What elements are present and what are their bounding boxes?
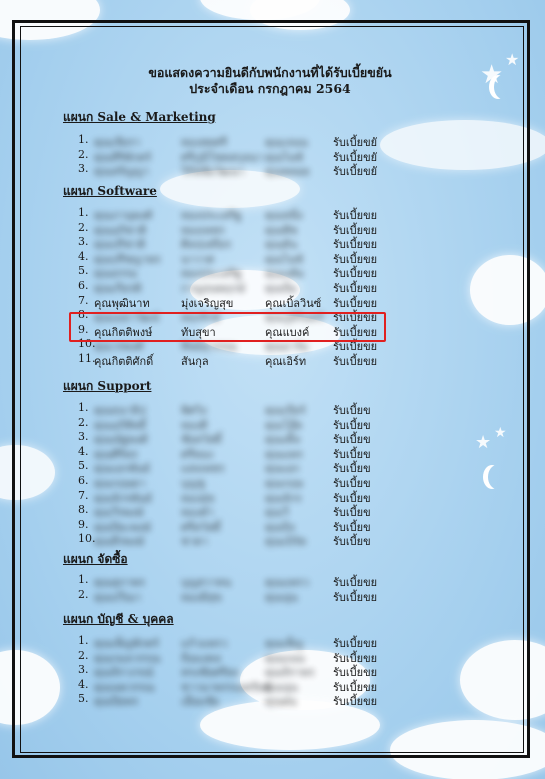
employee-surname: ทองเพชร (181, 223, 225, 237)
award-label: รับเบี้ยขย (333, 223, 378, 237)
award-label: รับเบี้ยขย (333, 666, 378, 680)
employee-nickname: คุณบีม (265, 282, 297, 295)
employee-name: คุณปวีณา (94, 590, 142, 604)
employee-surname: ทองสดศรี (181, 136, 227, 149)
award-label: รับเบี้ยขย (333, 680, 378, 694)
employee-nickname: คุณกฤษ (265, 477, 304, 490)
award-label: รับเบี้ยขย (333, 238, 378, 252)
section-heading-software: แผนก Software (63, 184, 157, 198)
award-label: รับเบี้ยขย (333, 325, 378, 339)
employee-surname: ศรีทอง (181, 447, 214, 461)
employee-name: คุณวรพงศ์ (94, 340, 144, 354)
award-label: รับเบี้ยข (333, 477, 371, 490)
employee-nickname: คุณแนน (265, 651, 305, 665)
employee-nickname: คุณไนซ์ (265, 252, 304, 266)
award-label: รับเบี้ยข (333, 462, 371, 476)
employee-name: คุณปริชาติ (94, 238, 146, 252)
employee-nickname: คุณแต้ม (265, 267, 305, 281)
award-label: รับเบี้ยขย (333, 355, 378, 368)
star-icon: ★ (475, 432, 492, 453)
item-number: 3. (78, 235, 89, 249)
employee-name: คุณณัฐพงศ์ (94, 433, 148, 447)
item-number: 7. (78, 488, 89, 502)
employee-nickname: คุณนุ่น (265, 680, 298, 694)
employee-nickname: คุณเติ้ล (265, 433, 301, 447)
employee-nickname: คุณหนึ่ง (265, 209, 303, 222)
employee-surname: แก้วแพรว (181, 637, 228, 650)
item-number: 3. (78, 430, 89, 444)
employee-nickname: คุณวี (265, 506, 289, 520)
employee-nickname: คุณเบียร์ (265, 404, 306, 417)
employee-surname: ชาวนาพรรณทรัพย์ (181, 680, 271, 694)
employee-surname: ทองรักษ์ (181, 311, 221, 325)
item-number: 2. (78, 415, 89, 429)
item-number: 6. (78, 474, 89, 487)
award-label: รับเบี้ยขย (333, 637, 378, 650)
employee-surname: นาวาศ (181, 252, 215, 266)
employee-nickname: คุณแบงค์ (265, 325, 310, 339)
employee-nickname: คุณภูมิรินทร์ (265, 311, 324, 325)
item-number: 4. (78, 444, 89, 458)
employee-name: คุณวีรพงษ์ (94, 506, 144, 520)
award-label: รับเบี้ยขย (333, 282, 378, 295)
employee-surname: สันกุล (181, 355, 209, 368)
employee-surname: พิศวิง (181, 404, 207, 417)
employee-name: คุณเมธาวัฒน์ (94, 311, 160, 325)
item-number: 4. (78, 677, 89, 691)
award-label: รับเบี้ยขยั (333, 165, 378, 179)
employee-nickname: คุณอาร์ม (265, 340, 309, 354)
award-label: รับเบี้ยขย (333, 695, 378, 709)
employee-nickname: คุณต้น (265, 238, 298, 252)
item-number: 2. (78, 587, 89, 601)
employee-surname: ศิลปเสถียร (181, 238, 232, 252)
employee-name: คุณกิตติพงษ์ (94, 325, 153, 339)
award-label: รับเบี้ยข (333, 433, 371, 447)
employee-nickname: คุณแพรว (265, 576, 309, 589)
award-label: รับเบี้ยขย (333, 576, 378, 589)
employee-surname: ชัยสวัสดิ์ (181, 433, 222, 447)
employee-surname: มุ่งเจริญสุข (181, 296, 234, 310)
item-number: 9. (78, 517, 89, 531)
employee-nickname: คุณเจนน (265, 136, 308, 149)
employee-nickname: คุณเอิร์ท (265, 355, 307, 368)
item-number: 1. (78, 133, 89, 146)
employee-surname: เอี่ยมชัย (181, 695, 219, 709)
employee-name: คุณเพ็ญพักตร์ (94, 637, 159, 650)
employee-name: คุณกฤษดา (94, 477, 146, 490)
award-label: รับเบี้ยขย (333, 296, 378, 310)
employee-nickname: คุณเพ็ญ (265, 637, 303, 650)
employee-nickname: คุณเบิ้ลวินซ์ (265, 296, 322, 310)
award-label: รับเบี้ยข (333, 447, 371, 461)
employee-name: คุณนพวรรณ (94, 680, 155, 694)
award-label: รับเบี้ยข (333, 506, 371, 520)
award-label: รับเบี้ยขยั (333, 150, 378, 164)
employee-surname: ทองประเสริฐ (181, 209, 242, 222)
employee-surname: ทรงชัยศรีสง (181, 666, 239, 680)
employee-name: คุณเอกพันธ์ (94, 462, 151, 476)
item-number: 5. (78, 459, 89, 473)
award-label: รับเบี้ยข (333, 491, 371, 505)
award-label: รับเบี้ยขย (333, 252, 378, 266)
employee-surname: ศรีสวัสดิ์ (181, 520, 221, 534)
award-label: รับเบี้ยข (333, 418, 371, 432)
employee-name: คุณธีรพงษ์ (94, 535, 145, 549)
employee-name: คุณสุภาพร (94, 576, 145, 589)
highlight-box (69, 312, 386, 342)
employee-name: คุณปิยะพงษ์ (94, 520, 151, 534)
employee-name: คุณกิตติศักดิ์ (94, 355, 154, 368)
employee-surname: ทองสุข (181, 491, 215, 505)
item-number: 6. (78, 279, 89, 292)
item-number: 8. (78, 503, 89, 517)
employee-surname: ศรีภูมิโชคสกุลนา (181, 150, 263, 164)
employee-surname: ชาตา (181, 535, 208, 549)
item-number: 4. (78, 249, 89, 263)
employee-name: คุณอภิชาติ (94, 223, 147, 237)
section-heading-accounting: แผนก บัญชี & บุคคล (63, 612, 174, 626)
employee-nickname: คุณพีช (265, 223, 298, 237)
employee-surname: วิรัชชัยวัฒนา (181, 165, 245, 179)
employee-surname: ถือมงคล (181, 651, 221, 665)
employee-name: คุณปรีชญาพร (94, 252, 161, 266)
award-label: รับเบี้ยขย (333, 590, 378, 604)
award-label: รับเบี้ยข (333, 535, 371, 549)
item-number: 3. (78, 663, 89, 677)
item-number: 1. (78, 401, 89, 414)
award-label: รับเบี้ยขย (333, 267, 378, 281)
employee-name: คุณสรัญญา (94, 165, 150, 179)
employee-nickname: คุณพลอย (265, 165, 310, 179)
employee-surname: ทิพย์สุวรรณ (181, 340, 237, 354)
employee-nickname: คุณฝน (265, 695, 297, 709)
star-icon: ★ (494, 425, 507, 441)
item-number: 2. (78, 147, 89, 161)
employee-nickname: คุณโอ๊ต (265, 418, 303, 432)
item-number: 5. (78, 264, 89, 278)
employee-name: คุณธรรม (94, 267, 138, 281)
employee-name: คุณเจียรา (94, 136, 141, 149)
employee-name: คุณธนาธิป (94, 404, 146, 417)
employee-name: คุณจิราภรณ์ (94, 666, 154, 680)
employee-surname: บุญชู (181, 477, 205, 490)
employee-nickname: คุณจิราพร (265, 666, 315, 680)
document-title: ขอแสดงความยินดีกับพนักงานที่ได้รับเบี้ยขยัน (148, 65, 392, 80)
employee-surname: แสงเพชร (181, 462, 225, 476)
employee-name: คุณศิริพร (94, 447, 138, 461)
star-icon: ★ (505, 50, 520, 69)
item-number: 2. (78, 220, 89, 234)
employee-name: คุณจักรพันธ์ (94, 491, 153, 505)
employee-name: คุณอภิสิทธิ์ (94, 418, 147, 432)
award-label: รับเบี้ยขย (333, 340, 378, 354)
item-number: 7. (78, 293, 89, 307)
award-label: รับเบี้ยขย (333, 209, 378, 222)
employee-surname: ทองคำ (181, 506, 214, 520)
award-label: รับเบี้ยขย (333, 651, 378, 665)
employee-nickname: คุณเบิร์ด (265, 535, 307, 549)
award-label: รับเบี้ยข (333, 520, 371, 534)
item-number: 5. (78, 692, 89, 706)
employee-surname: บุญสวาทน (181, 576, 232, 589)
star-icon: ★ (480, 60, 504, 90)
item-number: 3. (78, 162, 89, 176)
employee-nickname: คุณจักร (265, 491, 302, 505)
employee-name: คุณกมลวรรณ (94, 651, 161, 665)
item-number: 1. (78, 573, 89, 586)
item-number: 10. (78, 337, 96, 351)
employee-nickname: คุณเอก (265, 462, 300, 476)
employee-name: คุณปิยพร (94, 695, 139, 709)
item-number: 8. (78, 308, 89, 322)
item-number: 9. (78, 322, 89, 336)
employee-name: คุณภานุพงศ์ (94, 209, 153, 222)
item-number: 10. (78, 532, 96, 546)
award-label: รับเบี้ยข (333, 404, 371, 417)
section-heading-purchasing: แผนก จัดซื้อ (63, 552, 128, 566)
employee-name: คุณพุฒินาท (94, 296, 150, 310)
item-number: 2. (78, 648, 89, 662)
item-number: 1. (78, 634, 89, 647)
employee-name: คุณสิริพักตร์ (94, 150, 152, 164)
section-heading-sales: แผนก Sale & Marketing (63, 110, 216, 124)
employee-nickname: คุณนุ่น (265, 590, 298, 604)
section-heading-support: แผนก Support (63, 379, 152, 393)
award-label: รับเบี้ยขยั (333, 136, 378, 149)
employee-nickname: คุณปิง (265, 520, 295, 534)
document-subtitle: ประจำเดือน กรกฎาคม 2564 (189, 81, 351, 96)
employee-name: คุณเกียรติ (94, 282, 142, 295)
employee-surname: ทับสุขา (181, 325, 216, 339)
item-number: 1. (78, 206, 89, 219)
employee-nickname: คุณไนซ์ (265, 150, 304, 164)
employee-nickname: คุณแพร (265, 447, 303, 461)
award-label: รับเบี้ยขย (333, 311, 378, 325)
item-number: 11. (78, 352, 96, 365)
employee-surname: ทองประเสริฐ (181, 267, 242, 281)
employee-surname: ทองมีสุข (181, 590, 222, 604)
employee-surname: กาญจนพฤกษ์ (181, 282, 245, 295)
employee-surname: ทองดี (181, 418, 208, 432)
